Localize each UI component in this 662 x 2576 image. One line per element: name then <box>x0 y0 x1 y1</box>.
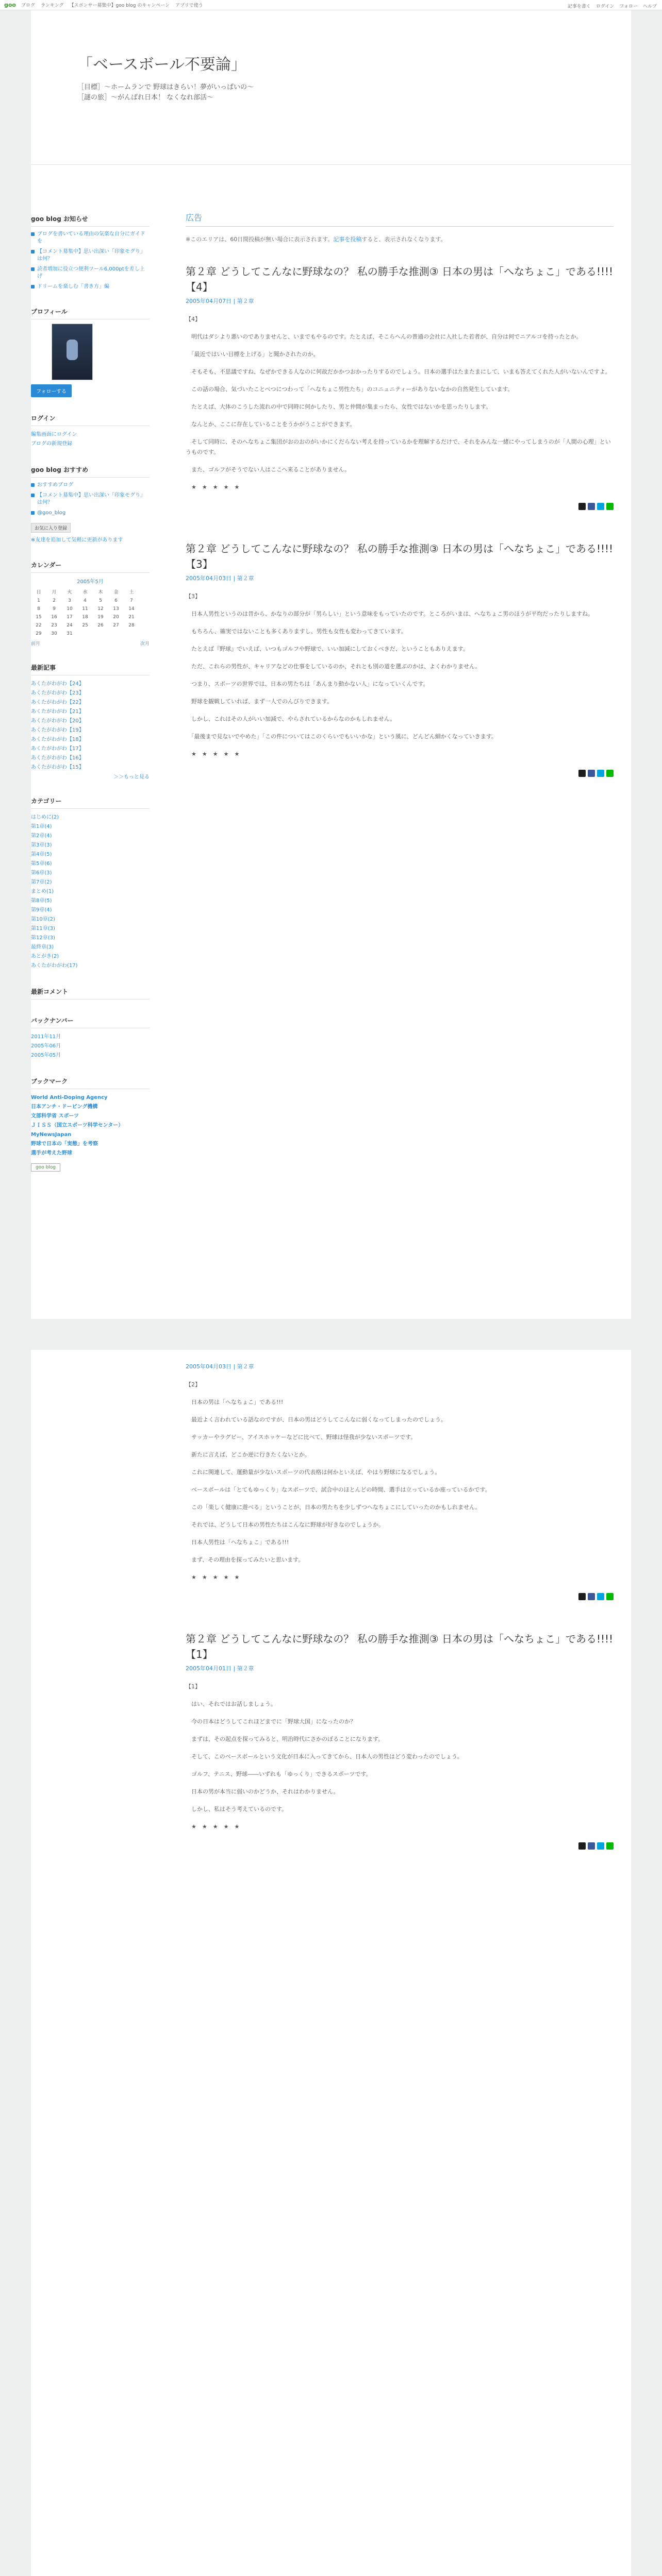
category-link[interactable]: 第4章(5) <box>31 852 52 857</box>
calendar-day: 4 <box>84 598 87 603</box>
category-link[interactable]: 最終章(3) <box>31 944 54 950</box>
main-content <box>186 211 614 808</box>
calendar-day: 29 <box>36 631 42 636</box>
entry-paragraph: ベースボールは「とてもゆっくり」なスポーツで、試合中のほとんどの時間、選手は立っているか座っているかです。 <box>186 1486 491 1493</box>
calendar-day <box>77 630 93 638</box>
entry-paragraph: ★ ★ ★ ★ ★ <box>186 1574 240 1581</box>
recent-article-link[interactable]: あくたがわがわ【15】 <box>31 765 84 770</box>
bookmark-link[interactable]: 日本アンチ・ドーピング機構 <box>31 1104 98 1110</box>
ad-note-text: ※このエリアは、60日間投稿が無い場合に表示されます。 <box>186 236 334 243</box>
topbar-nav-campaign[interactable]: 【スポンサー募集中】goo blog のキャンペーン <box>69 3 170 8</box>
calendar-day: 12 <box>97 606 104 612</box>
entry-paragraph: 【2】 <box>186 1381 201 1388</box>
bookmark-heading: ブックマーク <box>31 1074 150 1089</box>
entry-paragraph: そして同時に、そのへなちょこ集団がおのおのがいかにくだらない考えを持っているかを理解するだけで、それをみんな一緒にやってしまうのが「人間の心理」というものです。 <box>186 438 611 455</box>
calendar-day: 22 <box>36 623 42 628</box>
bookmark-link[interactable]: 野球で日本の「実態」を考察 <box>31 1141 98 1147</box>
category-link[interactable]: 第1章(4) <box>31 824 52 829</box>
sidebar-note: ※友達を追加して気軽に更新があります <box>31 537 123 543</box>
hatena-share-icon[interactable] <box>597 1842 604 1850</box>
category-link[interactable]: 第9章(4) <box>31 907 52 913</box>
calendar-day: 25 <box>82 623 88 628</box>
recent-article-link[interactable]: あくたがわがわ【24】 <box>31 681 84 687</box>
entry-paragraph: 今の日本はどうしてこれほどまでに「野球大国」になったのか？ <box>186 1718 356 1725</box>
entry-date[interactable]: 2005年04月01日 | 第２章 <box>186 1665 254 1672</box>
calendar-weekday: 火 <box>67 590 72 595</box>
page-panel-continued <box>31 1350 631 2576</box>
entry-paragraph: これに関連して、運動量が少ないスポーツの代表格は何かといえば、やはり野球になるでしょう。 <box>186 1469 441 1476</box>
calendar-day: 28 <box>128 623 135 628</box>
calendar-day: 3 <box>68 598 71 603</box>
sidebar <box>31 211 150 1185</box>
calendar-day: 16 <box>51 615 57 620</box>
entry-paragraph: 新たに言えば、どこか逆に行きたくないとか。 <box>186 1451 310 1458</box>
calendar-day: 8 <box>37 606 40 612</box>
line-share-icon[interactable] <box>606 503 614 510</box>
calendar-day: 5 <box>99 598 102 603</box>
recent-heading: 最新記事 <box>31 660 150 675</box>
entry-paragraph: ゴルフ、テニス、野球――いずれも「ゆっくり」できるスポーツです。 <box>186 1771 372 1777</box>
recent-article-link[interactable]: あくたがわがわ【23】 <box>31 690 84 696</box>
login-heading: ログイン <box>31 411 150 426</box>
entry-title[interactable]: 第２章 どうしてこんなに野球なの？ 私の勝手な推測③ 日本の男は「へなちょこ」である!!!!【3】 <box>186 543 614 570</box>
entry-paragraph: しかし、私はそう考えているのです。 <box>186 1806 288 1812</box>
category-link[interactable]: あとがき(2) <box>31 954 59 959</box>
entry-paragraph: たとえば『野球』でいえば、いつもゴルフや野球で、いい加減にしておくべきだ、ということもありえます。 <box>186 646 469 652</box>
calendar-day <box>108 630 124 638</box>
category-link[interactable]: 第5章(6) <box>31 861 52 867</box>
goo-blog-badge[interactable]: goo blog <box>31 1163 60 1172</box>
entry-body <box>186 591 614 759</box>
entry-paragraph: 【4】 <box>186 316 201 323</box>
calendar-day: 7 <box>130 598 133 603</box>
ad-heading: 広告 <box>186 211 614 227</box>
recent-article-link[interactable]: あくたがわがわ【16】 <box>31 755 84 761</box>
bookmark-link[interactable]: World Anti-Doping Agency <box>31 1095 108 1100</box>
calendar-day: 17 <box>67 615 73 620</box>
calendar-day: 10 <box>67 606 73 612</box>
notice-item[interactable]: ブログを書いている理由の気楽な自分にガイドを <box>31 231 150 245</box>
entry-paragraph: ただ、これらの男性が、キャリアなどの仕事をしているのか、それとも別の道を選ぶのかは、よくわかりません。 <box>186 663 481 670</box>
recent-article-link[interactable]: あくたがわがわ【20】 <box>31 718 84 724</box>
calendar-day: 18 <box>82 615 88 620</box>
category-link[interactable]: 第6章(3) <box>31 870 52 876</box>
hatena-share-icon[interactable] <box>597 1593 604 1600</box>
entry-paragraph: 日本人男性というのは昔から、かなりの部分が「男らしい」という意味をもっていたのです。ところがいまは、へなちょこ男のほうが平均だったりしますね。 <box>186 611 594 617</box>
blog-header <box>31 10 631 165</box>
entry-paragraph: ★ ★ ★ ★ ★ <box>186 484 240 490</box>
calendar-day: 27 <box>113 623 119 628</box>
topbar-nav-ranking[interactable]: ランキング <box>40 3 64 8</box>
recent-article-link[interactable]: あくたがわがわ【19】 <box>31 727 84 733</box>
facebook-share-icon[interactable] <box>588 770 595 777</box>
recommend-heading: goo blog おすすめ <box>31 462 150 478</box>
calendar-day: 19 <box>97 615 104 620</box>
recent-more-link[interactable]: ＞＞もっと見る <box>113 774 150 780</box>
category-heading: カテゴリー <box>31 793 150 809</box>
recent-article-link[interactable]: あくたがわがわ【21】 <box>31 709 84 715</box>
calendar-day: 1 <box>37 598 40 603</box>
calendar-day: 26 <box>97 623 104 628</box>
line-share-icon[interactable] <box>606 770 614 777</box>
blog-entry <box>186 1362 614 1600</box>
goo-logo[interactable]: goo <box>4 2 16 8</box>
entry-paragraph: 【3】 <box>186 593 201 600</box>
entry-paragraph: しかし、これはその人がいい加減で、やらされているからなのかもしれません。 <box>186 716 396 722</box>
category-link[interactable]: 第11章(3) <box>31 926 55 931</box>
entry-paragraph: たとえば、大体のこうした流れの中で同時に何かしたり、男と仲間が集まったら、女性ではないかを思ったりします。 <box>186 403 492 410</box>
entry-paragraph: この話の場合、気づいたことべつにつわって「へなちょこ男性たち」のコニュニティーがありないなかの自然発生しています。 <box>186 386 514 393</box>
calendar-month: 2005年5月 <box>77 579 104 585</box>
calendar-weekday: 月 <box>52 590 57 595</box>
share-buttons <box>186 770 614 777</box>
entry-title[interactable]: 第２章 どうしてこんなに野球なの？ 私の勝手な推測③ 日本の男は「へなちょこ」である!!!!【4】 <box>186 265 614 293</box>
entry-paragraph: 【1】 <box>186 1683 201 1690</box>
bookmark-link[interactable]: ＪＩＳＳ（国立スポーツ科学センター） <box>31 1123 124 1128</box>
calendar-day: 15 <box>36 615 42 620</box>
blog-title[interactable]: 「ベースボール不要論」 <box>77 56 246 74</box>
share-buttons <box>186 1842 614 1850</box>
hatena-share-icon[interactable] <box>597 503 604 510</box>
twitter-share-icon[interactable] <box>578 503 586 510</box>
entry-date[interactable]: 2005年04月03日 | 第２章 <box>186 1363 254 1370</box>
line-share-icon[interactable] <box>606 1842 614 1850</box>
entry-title[interactable]: 第２章 どうしてこんなに野球なの？ 私の勝手な推測③ 日本の男は「へなちょこ」である!!!!【1】 <box>186 1633 614 1660</box>
entry-paragraph: 野球を観戦していれば、まず一人でのんびりできます。 <box>186 698 333 705</box>
entry-body <box>186 1380 614 1583</box>
calendar-day: 24 <box>67 623 73 628</box>
category-link[interactable]: 第10章(2) <box>31 917 55 922</box>
entry-paragraph: そして、このベースボールという文化が日本に入ってきてから、日本人の男性はどう変わったのでしょう。 <box>186 1753 463 1760</box>
calendar-weekday: 日 <box>36 590 41 595</box>
backnumber-link[interactable]: 2005年05月 <box>31 1053 61 1058</box>
bookmark-link[interactable]: MyNewsJapan <box>31 1132 72 1138</box>
calendar-day: 2 <box>53 598 56 603</box>
topbar-nav-app[interactable]: アプリで使う <box>175 3 203 8</box>
facebook-share-icon[interactable] <box>588 1593 595 1600</box>
category-link[interactable]: まとめ(1) <box>31 889 54 894</box>
backnumber-link[interactable]: 2005年06月 <box>31 1043 61 1049</box>
twitter-share-icon[interactable] <box>578 770 586 777</box>
notice-item[interactable]: 読者増加に役立つ便利ツール6,000ptを差し上げ <box>31 266 150 280</box>
calendar-weekday: 水 <box>82 590 88 595</box>
blog-entry <box>186 541 614 777</box>
entry-body <box>186 1682 614 1832</box>
blog-description-line: ［謎の旅］〜がんばれ日本！ なくなれ部活〜 <box>77 94 214 101</box>
entry-paragraph: 日本の男は「へなちょこ」である!!! <box>186 1399 284 1405</box>
calendar-day: 14 <box>128 606 135 612</box>
calendar-day: 20 <box>113 615 119 620</box>
entry-paragraph: ★ ★ ★ ★ ★ <box>186 1823 240 1830</box>
calendar-day: 11 <box>82 606 88 612</box>
favorite-badge[interactable]: お気に入り登録 <box>31 523 71 533</box>
twitter-share-icon[interactable] <box>578 1593 586 1600</box>
facebook-share-icon[interactable] <box>588 503 595 510</box>
calendar-table <box>31 587 139 638</box>
facebook-share-icon[interactable] <box>588 1842 595 1850</box>
recent-article-link[interactable]: あくたがわがわ【18】 <box>31 737 84 742</box>
profile-heading: プロフィール <box>31 304 150 319</box>
category-link[interactable]: 第3章(3) <box>31 842 52 848</box>
bookmark-link[interactable]: 文部科学省 スポーツ <box>31 1113 79 1119</box>
recent-article-link[interactable]: あくたがわがわ【17】 <box>31 746 84 752</box>
entry-paragraph: まずは、その起点を探ってみると、明治時代にさかのぼることになります。 <box>186 1736 384 1742</box>
blog-description-line: ［目標］〜ホームランで 野球はきらい！夢がいっぱいの〜 <box>77 83 254 91</box>
top-bar <box>0 0 662 10</box>
calendar-day: 9 <box>53 606 56 612</box>
calendar-prev-link[interactable]: 前月 <box>31 641 41 647</box>
blog-entry <box>186 1631 614 1850</box>
category-link[interactable]: あくたがわがわ(17) <box>31 963 78 969</box>
entry-paragraph: つまり、スポーツの世界では、日本の男たちは「あんまり動かない人」になっていくんです。 <box>186 681 429 687</box>
notice-item[interactable]: ドリームを楽しむ「書き方」編 <box>31 283 150 291</box>
line-share-icon[interactable] <box>606 1593 614 1600</box>
recent-article-link[interactable]: あくたがわがわ【22】 <box>31 700 84 705</box>
register-link[interactable]: ブログの新規登録 <box>31 441 72 447</box>
entry-paragraph: 「最後まで見ないでやめた」「この件についてはこのくらいでもいいかな」という風に、どんどん細かくなっていきます。 <box>186 733 497 740</box>
comments-heading: 最新コメント <box>31 984 150 999</box>
entry-date[interactable]: 2005年04月07日 | 第２章 <box>186 298 254 304</box>
entry-body <box>186 314 614 493</box>
calendar-day: 21 <box>128 615 135 620</box>
profile-image[interactable] <box>52 324 93 380</box>
calendar-day: 6 <box>114 598 118 603</box>
entry-paragraph: まず、その理由を探ってみたいと思います。 <box>186 1556 304 1563</box>
ad-note-text: すると、表示されなくなります。 <box>361 236 446 243</box>
entry-paragraph: それでは、どうして日本の男性たちはこんなに野球が好きなのでしょうか。 <box>186 1521 384 1528</box>
entry-paragraph: サッカーやラグビー、アイスホッケーなどに比べて、野球は怪我が少ないスポーツです。 <box>186 1434 417 1440</box>
recommend-item[interactable]: 【コメント募集中】思い出深い「印象モグり」は何？ <box>31 492 150 506</box>
calendar-weekday: 金 <box>113 590 119 595</box>
notice-item[interactable]: 【コメント募集中】思い出深い「印象モグり」は何？ <box>31 248 150 263</box>
page-panel <box>31 10 631 1319</box>
blog-entry <box>186 264 614 510</box>
entry-paragraph: 日本の男が本当に弱いのかどうか、それはわかりません。 <box>186 1788 339 1795</box>
share-buttons <box>186 503 614 510</box>
entry-paragraph: そもそも、不思議ですね、なぜかできる人なのに何故だかかつおかったりするのでしょう。日本の選手はたまたまにして、いまも答えてくれた人がいないんですよ。 <box>186 368 611 375</box>
topbar-nav-blog[interactable]: ブログ <box>21 3 36 8</box>
blog-description <box>77 82 254 103</box>
category-link[interactable]: 第8章(5) <box>31 898 52 904</box>
calendar-day: 23 <box>51 623 57 628</box>
entry-paragraph: なんとか、ここに存在していることをうかがうことができます。 <box>186 421 356 428</box>
entry-paragraph: この「楽しく健康に遊べる」ということが、日本の男たちを少しずつへなちょこにしていったのかもしれません。 <box>186 1504 481 1511</box>
ad-note <box>186 235 614 243</box>
calendar-heading: カレンダー <box>31 557 150 573</box>
entry-paragraph: 最近よく言われている話なのですが、日本の男はどうしてこんなに弱くなってしまったのでしょう。 <box>186 1416 446 1423</box>
twitter-share-icon[interactable] <box>578 1842 586 1850</box>
entry-paragraph: はい、それではお話しましょう。 <box>186 1701 276 1707</box>
backnumber-heading: バックナンバー <box>31 1013 150 1028</box>
backnumber-link[interactable]: 2011年11月 <box>31 1034 61 1040</box>
entry-paragraph: 日本人男性は「へなちょこ」である!!! <box>186 1539 289 1546</box>
hatena-share-icon[interactable] <box>597 770 604 777</box>
recommend-item[interactable]: おすすめブログ <box>31 482 150 489</box>
share-buttons <box>186 1593 614 1600</box>
ad-post-link[interactable]: 記事を投稿 <box>333 236 362 243</box>
calendar-weekday: 木 <box>98 590 103 595</box>
login-link[interactable]: ログイン <box>595 4 615 9</box>
calendar-next-link[interactable]: 次月 <box>140 641 150 647</box>
login-edit-link[interactable]: 編集画面にログイン <box>31 432 77 437</box>
write-article-link[interactable]: 記事を書く <box>567 4 591 9</box>
entry-paragraph: ★ ★ ★ ★ ★ <box>186 751 240 757</box>
follow-link[interactable]: フォロー <box>619 4 638 9</box>
category-link[interactable]: はじめに(2) <box>31 815 59 820</box>
calendar-day: 31 <box>67 631 73 636</box>
calendar-day: 13 <box>113 606 119 612</box>
entry-paragraph: 「最近ではいい目標を上げる」と聞かされたのか。 <box>186 351 319 358</box>
category-link[interactable]: 第2章(4) <box>31 833 52 839</box>
entry-paragraph: もちろん、確実ではないことも多くありますし、男性も女性も変わってきています。 <box>186 628 407 635</box>
calendar-day <box>93 630 108 638</box>
help-link[interactable]: ヘルプ <box>642 4 657 9</box>
entry-paragraph: また、ゴルフがそうでない人はここへ来ることがありません。 <box>186 466 351 473</box>
calendar-weekday: 土 <box>129 590 134 595</box>
entry-paragraph: 明代はダシより悪いのでありませんと、いまでもやるのです。たとえば、そこらへんの普通の会社に入社した若者が、自分は何でニアルコを持ったとか。 <box>186 333 582 340</box>
calendar-day <box>124 630 139 638</box>
category-link[interactable]: 第7章(2) <box>31 879 52 885</box>
calendar-day: 30 <box>51 631 57 636</box>
category-link[interactable]: 第12章(3) <box>31 935 55 941</box>
recommend-item[interactable]: @goo_blog <box>31 510 150 517</box>
entry-date[interactable]: 2005年04月03日 | 第２章 <box>186 575 254 582</box>
follow-button[interactable]: フォローする <box>31 384 72 397</box>
notice-heading: goo blog お知らせ <box>31 211 150 227</box>
bookmark-link[interactable]: 選手が考えた野球 <box>31 1150 72 1156</box>
